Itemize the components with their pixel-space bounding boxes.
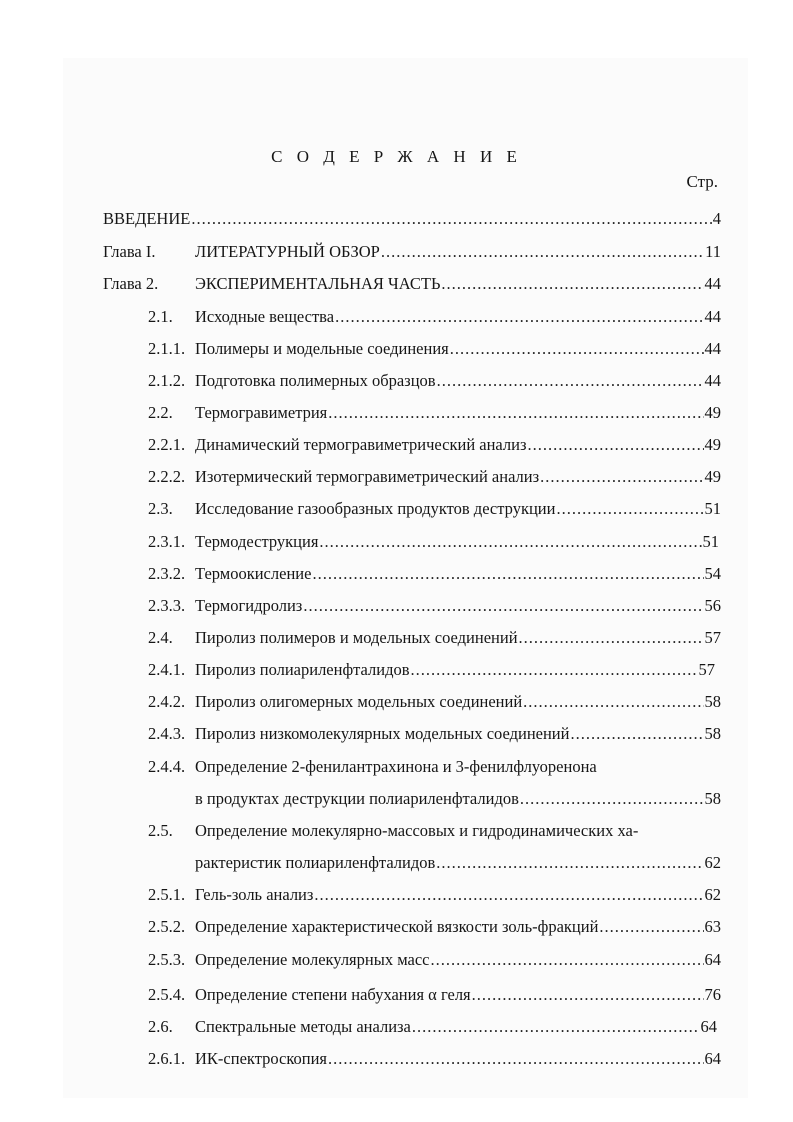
toc-entry bbox=[148, 1015, 717, 1037]
toc-entry bbox=[148, 305, 721, 327]
toc-entry-page: 58 bbox=[704, 724, 721, 743]
toc-entry bbox=[148, 433, 721, 455]
toc-entry-page: 44 bbox=[704, 371, 721, 390]
toc-entry bbox=[148, 626, 721, 648]
toc-entry-page: 49 bbox=[704, 403, 721, 422]
toc-entry-number: Глава I. bbox=[103, 242, 156, 261]
toc-entry-number: 2.3. bbox=[148, 499, 173, 518]
toc-entry-text: ЭКСПЕРИМЕНТАЛЬНАЯ ЧАСТЬ bbox=[195, 274, 441, 293]
toc-entry-page: 44 bbox=[704, 339, 721, 358]
toc-entry-text: Полимеры и модельные соединения bbox=[195, 339, 449, 358]
leader-dots bbox=[570, 724, 703, 744]
toc-entry bbox=[148, 983, 721, 1005]
toc-entry-page: 58 bbox=[704, 789, 721, 808]
leader-dots bbox=[412, 1017, 700, 1037]
toc-entry-text: Пиролиз олигомерных модельных соединений bbox=[195, 692, 523, 711]
toc-entry-text: ВВЕДЕНИЕ bbox=[103, 209, 191, 228]
toc-entry-number: 2.5.1. bbox=[148, 885, 186, 904]
toc-entry bbox=[148, 658, 715, 680]
toc-entry-continuation bbox=[195, 787, 721, 809]
toc-entry bbox=[148, 562, 721, 584]
toc-entry-text: Исходные вещества bbox=[195, 307, 335, 326]
toc-entry-page: 44 bbox=[704, 274, 721, 293]
toc-entry-number: 2.1. bbox=[148, 307, 173, 326]
toc-entry-page: 57 bbox=[704, 628, 721, 647]
toc-entry-page: 49 bbox=[704, 435, 721, 454]
leader-dots bbox=[519, 628, 704, 648]
leader-dots bbox=[450, 339, 704, 359]
toc-entry bbox=[148, 948, 721, 970]
toc-entry bbox=[148, 1047, 721, 1069]
toc-entry-text: Пиролиз полимеров и модельных соединений bbox=[195, 628, 518, 647]
toc-entry bbox=[148, 915, 721, 937]
toc-entry-text: Пиролиз низкомолекулярных модельных соединений bbox=[195, 724, 570, 743]
leader-dots bbox=[328, 403, 703, 423]
toc-entry-number: 2.3.1. bbox=[148, 532, 186, 551]
toc-entry bbox=[148, 690, 721, 712]
toc-entry-number: 2.1.2. bbox=[148, 371, 186, 390]
toc-entry-text: Термогравиметрия bbox=[195, 403, 328, 422]
leader-dots bbox=[431, 950, 704, 970]
toc-entry-page: 51 bbox=[702, 532, 719, 551]
toc-entry-text: Подготовка полимерных образцов bbox=[195, 371, 436, 390]
toc-entry-text: Динамический термогравиметрический анализ bbox=[195, 435, 527, 454]
toc-entry-text: Термодеструкция bbox=[195, 532, 319, 551]
leader-dots bbox=[527, 435, 703, 455]
toc-entry bbox=[148, 497, 721, 519]
toc-entry-page: 4 bbox=[712, 209, 721, 228]
toc-entry bbox=[148, 465, 721, 487]
toc-entry-text: Определение 2-фенилантрахинона и 3-фенилфлуоренона bbox=[195, 757, 597, 776]
toc-entry-page: 49 bbox=[704, 467, 721, 486]
toc-entry-page: 57 bbox=[698, 660, 715, 679]
toc-entry bbox=[103, 240, 721, 262]
toc-entry-page: 51 bbox=[704, 499, 721, 518]
toc-entry-number: 2.4.2. bbox=[148, 692, 186, 711]
leader-dots bbox=[411, 660, 698, 680]
toc-entry-text: Гель-золь анализ bbox=[195, 885, 314, 904]
leader-dots bbox=[523, 692, 703, 712]
leader-dots bbox=[599, 917, 703, 937]
toc-entry-page: 64 bbox=[704, 950, 721, 969]
toc-entry bbox=[103, 272, 721, 294]
toc-entry-text: Определение молекулярно-массовых и гидродинамических ха- bbox=[195, 821, 639, 840]
leader-dots bbox=[319, 532, 701, 552]
toc-entry-number: Глава 2. bbox=[103, 274, 159, 293]
toc-entry-page: 11 bbox=[705, 242, 721, 261]
leader-dots bbox=[540, 467, 703, 487]
toc-entry-text: Определение степени набухания α геля bbox=[195, 985, 471, 1004]
toc-entry-text: Определение молекулярных масс bbox=[195, 950, 430, 969]
toc-entry bbox=[148, 819, 638, 841]
toc-entry bbox=[148, 594, 721, 616]
toc-entry-number: 2.3.3. bbox=[148, 596, 186, 615]
toc-entry-number: 2.3.2. bbox=[148, 564, 186, 583]
toc-entry-number: 2.2.2. bbox=[148, 467, 186, 486]
toc-entry-number: 2.1.1. bbox=[148, 339, 186, 358]
toc-entry-text: Определение характеристической вязкости золь-фракций bbox=[195, 917, 599, 936]
leader-dots bbox=[191, 209, 711, 229]
toc-entry-number: 2.2.1. bbox=[148, 435, 186, 454]
toc-entry-number: 2.5.4. bbox=[148, 985, 186, 1004]
toc-entry-page: 44 bbox=[704, 307, 721, 326]
toc-entry-text: рактеристик полиариленфталидов bbox=[195, 853, 436, 872]
toc-entry-page: 62 bbox=[704, 885, 721, 904]
toc-entry-page: 58 bbox=[704, 692, 721, 711]
toc-entry-page: 54 bbox=[704, 564, 721, 583]
leader-dots bbox=[436, 853, 703, 873]
leader-dots bbox=[303, 596, 703, 616]
toc-entry-text: Спектральные методы анализа bbox=[195, 1017, 411, 1036]
toc-entry-number: 2.4. bbox=[148, 628, 173, 647]
leader-dots bbox=[441, 274, 703, 294]
toc-entry bbox=[148, 755, 597, 777]
toc-entry-page: 76 bbox=[704, 985, 721, 1004]
leader-dots bbox=[381, 242, 704, 262]
toc-entry-number: 2.5.2. bbox=[148, 917, 186, 936]
toc-entry-number: 2.5. bbox=[148, 821, 173, 840]
toc-entry-number: 2.4.3. bbox=[148, 724, 186, 743]
toc-entry bbox=[148, 722, 721, 744]
leader-dots bbox=[520, 789, 704, 809]
leader-dots bbox=[472, 985, 704, 1005]
leader-dots bbox=[335, 307, 703, 327]
toc-entry-page: 64 bbox=[704, 1049, 721, 1068]
toc-entry-page: 56 bbox=[704, 596, 721, 615]
toc-entry bbox=[148, 369, 721, 391]
toc-entry-number: 2.4.1. bbox=[148, 660, 186, 679]
toc-entry-text: в продуктах деструкции полиариленфталидов bbox=[195, 789, 519, 808]
toc-entry bbox=[148, 337, 721, 359]
toc-entry-text: Пиролиз полиариленфталидов bbox=[195, 660, 410, 679]
toc-entry-page: 64 bbox=[700, 1017, 717, 1036]
toc-entry-text: Термогидролиз bbox=[195, 596, 303, 615]
leader-dots bbox=[437, 371, 704, 391]
page-title: С О Д Е Р Ж А Н И Е bbox=[271, 147, 522, 166]
toc-entry-text: Изотермический термогравиметрический анализ bbox=[195, 467, 540, 486]
toc-entry bbox=[148, 401, 721, 423]
toc-entry-number: 2.6. bbox=[148, 1017, 173, 1036]
toc-entry-text: ЛИТЕРАТУРНЫЙ ОБЗОР bbox=[195, 242, 380, 261]
toc-entry-text: Исследование газообразных продуктов деструкции bbox=[195, 499, 556, 518]
leader-dots bbox=[556, 499, 703, 519]
toc-entry-text: ИК-спектроскопия bbox=[195, 1049, 328, 1068]
toc-entry bbox=[148, 883, 721, 905]
leader-dots bbox=[328, 1049, 703, 1069]
page-column-label: Стр. bbox=[686, 172, 718, 191]
toc-entry-page: 62 bbox=[704, 853, 721, 872]
toc-entry bbox=[148, 530, 719, 552]
toc-entry-page: 63 bbox=[704, 917, 721, 936]
toc-entry-continuation bbox=[195, 851, 721, 873]
toc-entry-number: 2.5.3. bbox=[148, 950, 186, 969]
leader-dots bbox=[314, 885, 703, 905]
toc-entry-number: 2.4.4. bbox=[148, 757, 186, 776]
toc-entry-number: 2.6.1. bbox=[148, 1049, 186, 1068]
leader-dots bbox=[312, 564, 703, 584]
toc-entry-text: Термоокисление bbox=[195, 564, 312, 583]
toc-entry-number: 2.2. bbox=[148, 403, 173, 422]
toc-entry bbox=[103, 207, 721, 229]
